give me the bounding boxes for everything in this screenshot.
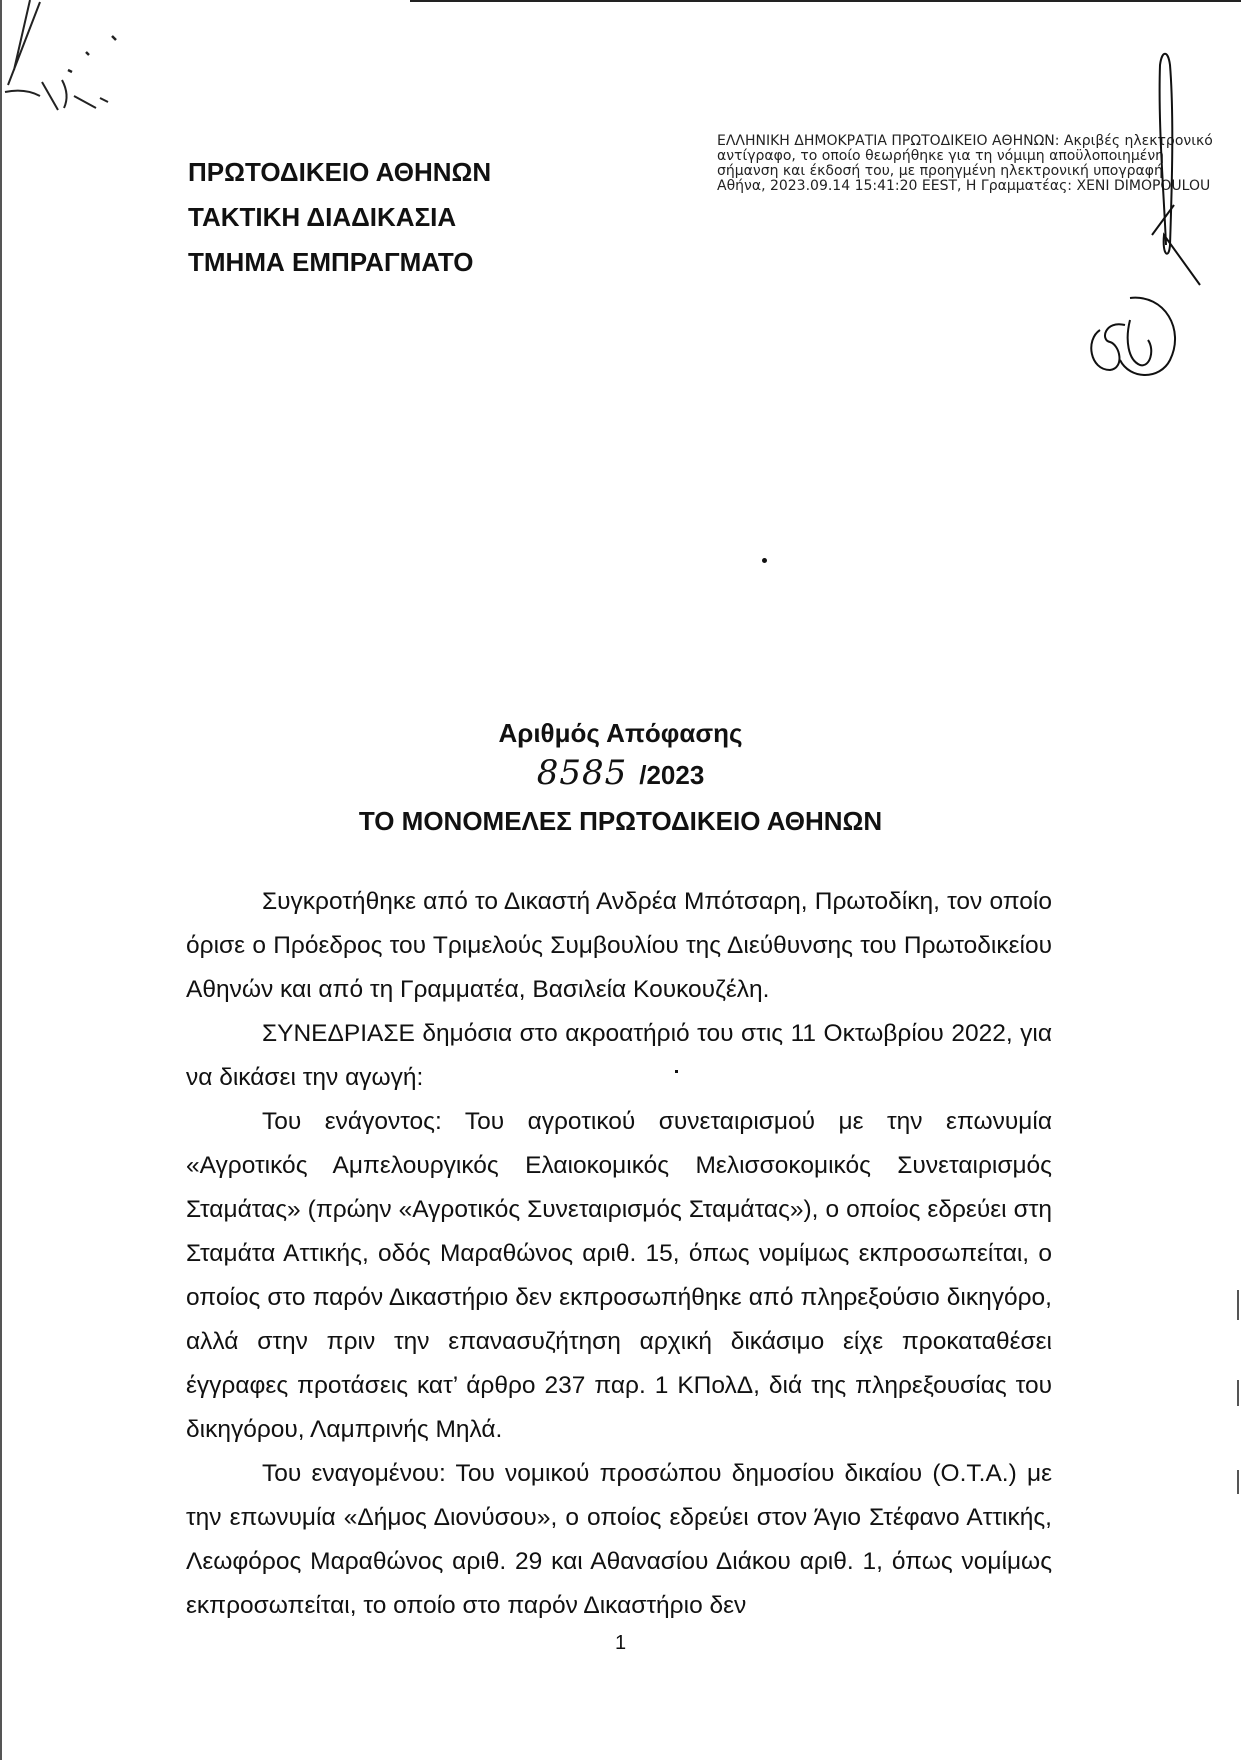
- scan-left-mark: [0, 1110, 2, 1134]
- handwritten-decision-number: 8585: [536, 753, 628, 793]
- procedure-type: ΤΑΚΤΙΚΗ ΔΙΑΔΙΚΑΣΙΑ: [188, 202, 457, 232]
- decision-body: [186, 880, 1052, 1628]
- scan-dot: [675, 1070, 678, 1073]
- court-department: ΤΜΗΜΑ ΕΜΠΡΑΓΜΑΤΟ: [188, 247, 474, 277]
- decision-year: /2023: [639, 760, 705, 790]
- stamp-line: σήμανση και έκδοσή του, με προηγμένη ηλεκτρονική υπογραφή: [717, 163, 1163, 179]
- stamp-line: ΕΛΛΗΝΙΚΗ ΔΗΜΟΚΡΑΤΙΑ ΠΡΩΤΟΔΙΚΕΙΟ ΑΘΗΝΩΝ: Ακριβές ηλεκτρονικό: [717, 133, 1213, 149]
- scan-left-edge: [0, 0, 2, 1760]
- initials-mark: [1070, 290, 1190, 390]
- court-name-header: ΠΡΩΤΟΔΙΚΕΙΟ ΑΘΗΝΩΝ: [188, 157, 492, 187]
- stamp-line: Αθήνα, 2023.09.14 15:41:20 EEST, Η Γραμματέας: XENI DIMOPOULOU: [717, 178, 1211, 194]
- court-header: [188, 150, 491, 285]
- scan-left-mark: [0, 1180, 2, 1202]
- decision-number: [0, 753, 1241, 793]
- court-full-name: ΤΟ ΜΟΝΟΜΕΛΕΣ ΠΡΩΤΟΔΙΚΕΙΟ ΑΘΗΝΩΝ: [358, 806, 883, 836]
- scan-right-mark: [1237, 1470, 1239, 1494]
- stamp-line: αντίγραφο, το οποίο θεωρήθηκε για τη νόμιμη αποϋλοποιημένη: [717, 148, 1165, 164]
- scan-right-mark: [1237, 1380, 1239, 1406]
- page-number: 1: [614, 1632, 627, 1654]
- paragraph-session: ΣΥΝΕΔΡΙΑΣΕ δημόσια στο ακροατήριό του στις 11 Οκτωβρίου 2022, για να δικάσει την αγωγή:: [186, 1020, 1052, 1091]
- scan-right-mark: [1237, 1290, 1239, 1320]
- scan-top-rule: [410, 0, 1241, 2]
- paragraph-plaintiff: Του ενάγοντος: Του αγροτικού συνεταιρισμού με την επωνυμία «Αγροτικός Αμπελουργικός Ελαιοκομικός Μελισσοκομικός Συνεταιρισμός Σταμάτας» (πρώην «Αγροτικός Συνεταιρισμός Σταμάτας»), ο οποίος εδρεύει στη Σταμάτα Αττικής, οδός Μαραθώνος αριθ. 15, όπως νομίμως εκπροσωπείται, ο οποίος στο παρόν Δικαστήριο δεν εκπροσωπήθηκε από πληρεξούσιο δικηγόρο, αλλά στην πριν την επανασυζήτηση αρχική δικάσιμο είχε προκαταθέσει έγγραφες προτάσεις κατ’ άρθρο 237 παρ. 1 ΚΠολΔ, διά της πληρεξουσίας του δικηγόρου, Λαμπρινής Μηλά.: [186, 1108, 1052, 1443]
- handwritten-signature: [1140, 45, 1240, 265]
- corner-scribble-icon: [0, 0, 140, 130]
- paragraph-composition: Συγκροτήθηκε από το Δικαστή Ανδρέα Μπότσαρη, Πρωτοδίκη, τον οποίο όρισε ο Πρόεδρος του Τριμελούς Συμβουλίου της Διεύθυνσης του Πρωτοδικείου Αθηνών και από τη Γραμματέα, Βασιλεία Κουκουζέλη.: [186, 888, 1052, 1003]
- scan-dot: [762, 558, 767, 563]
- decision-title: Αριθμός Απόφασης: [498, 718, 743, 748]
- paragraph-defendant: Του εναγομένου: Του νομικού προσώπου δημοσίου δικαίου (Ο.Τ.Α.) με την επωνυμία «Δήμος Διονύσου», ο οποίος εδρεύει στον Άγιο Στέφανο Αττικής, Λεωφόρος Μαραθώνος αριθ. 29 και Αθανασίου Διάκου αριθ. 1, όπως νομίμως εκπροσωπείται, το οποίο στο παρόν Δικαστήριο δεν: [186, 1460, 1052, 1619]
